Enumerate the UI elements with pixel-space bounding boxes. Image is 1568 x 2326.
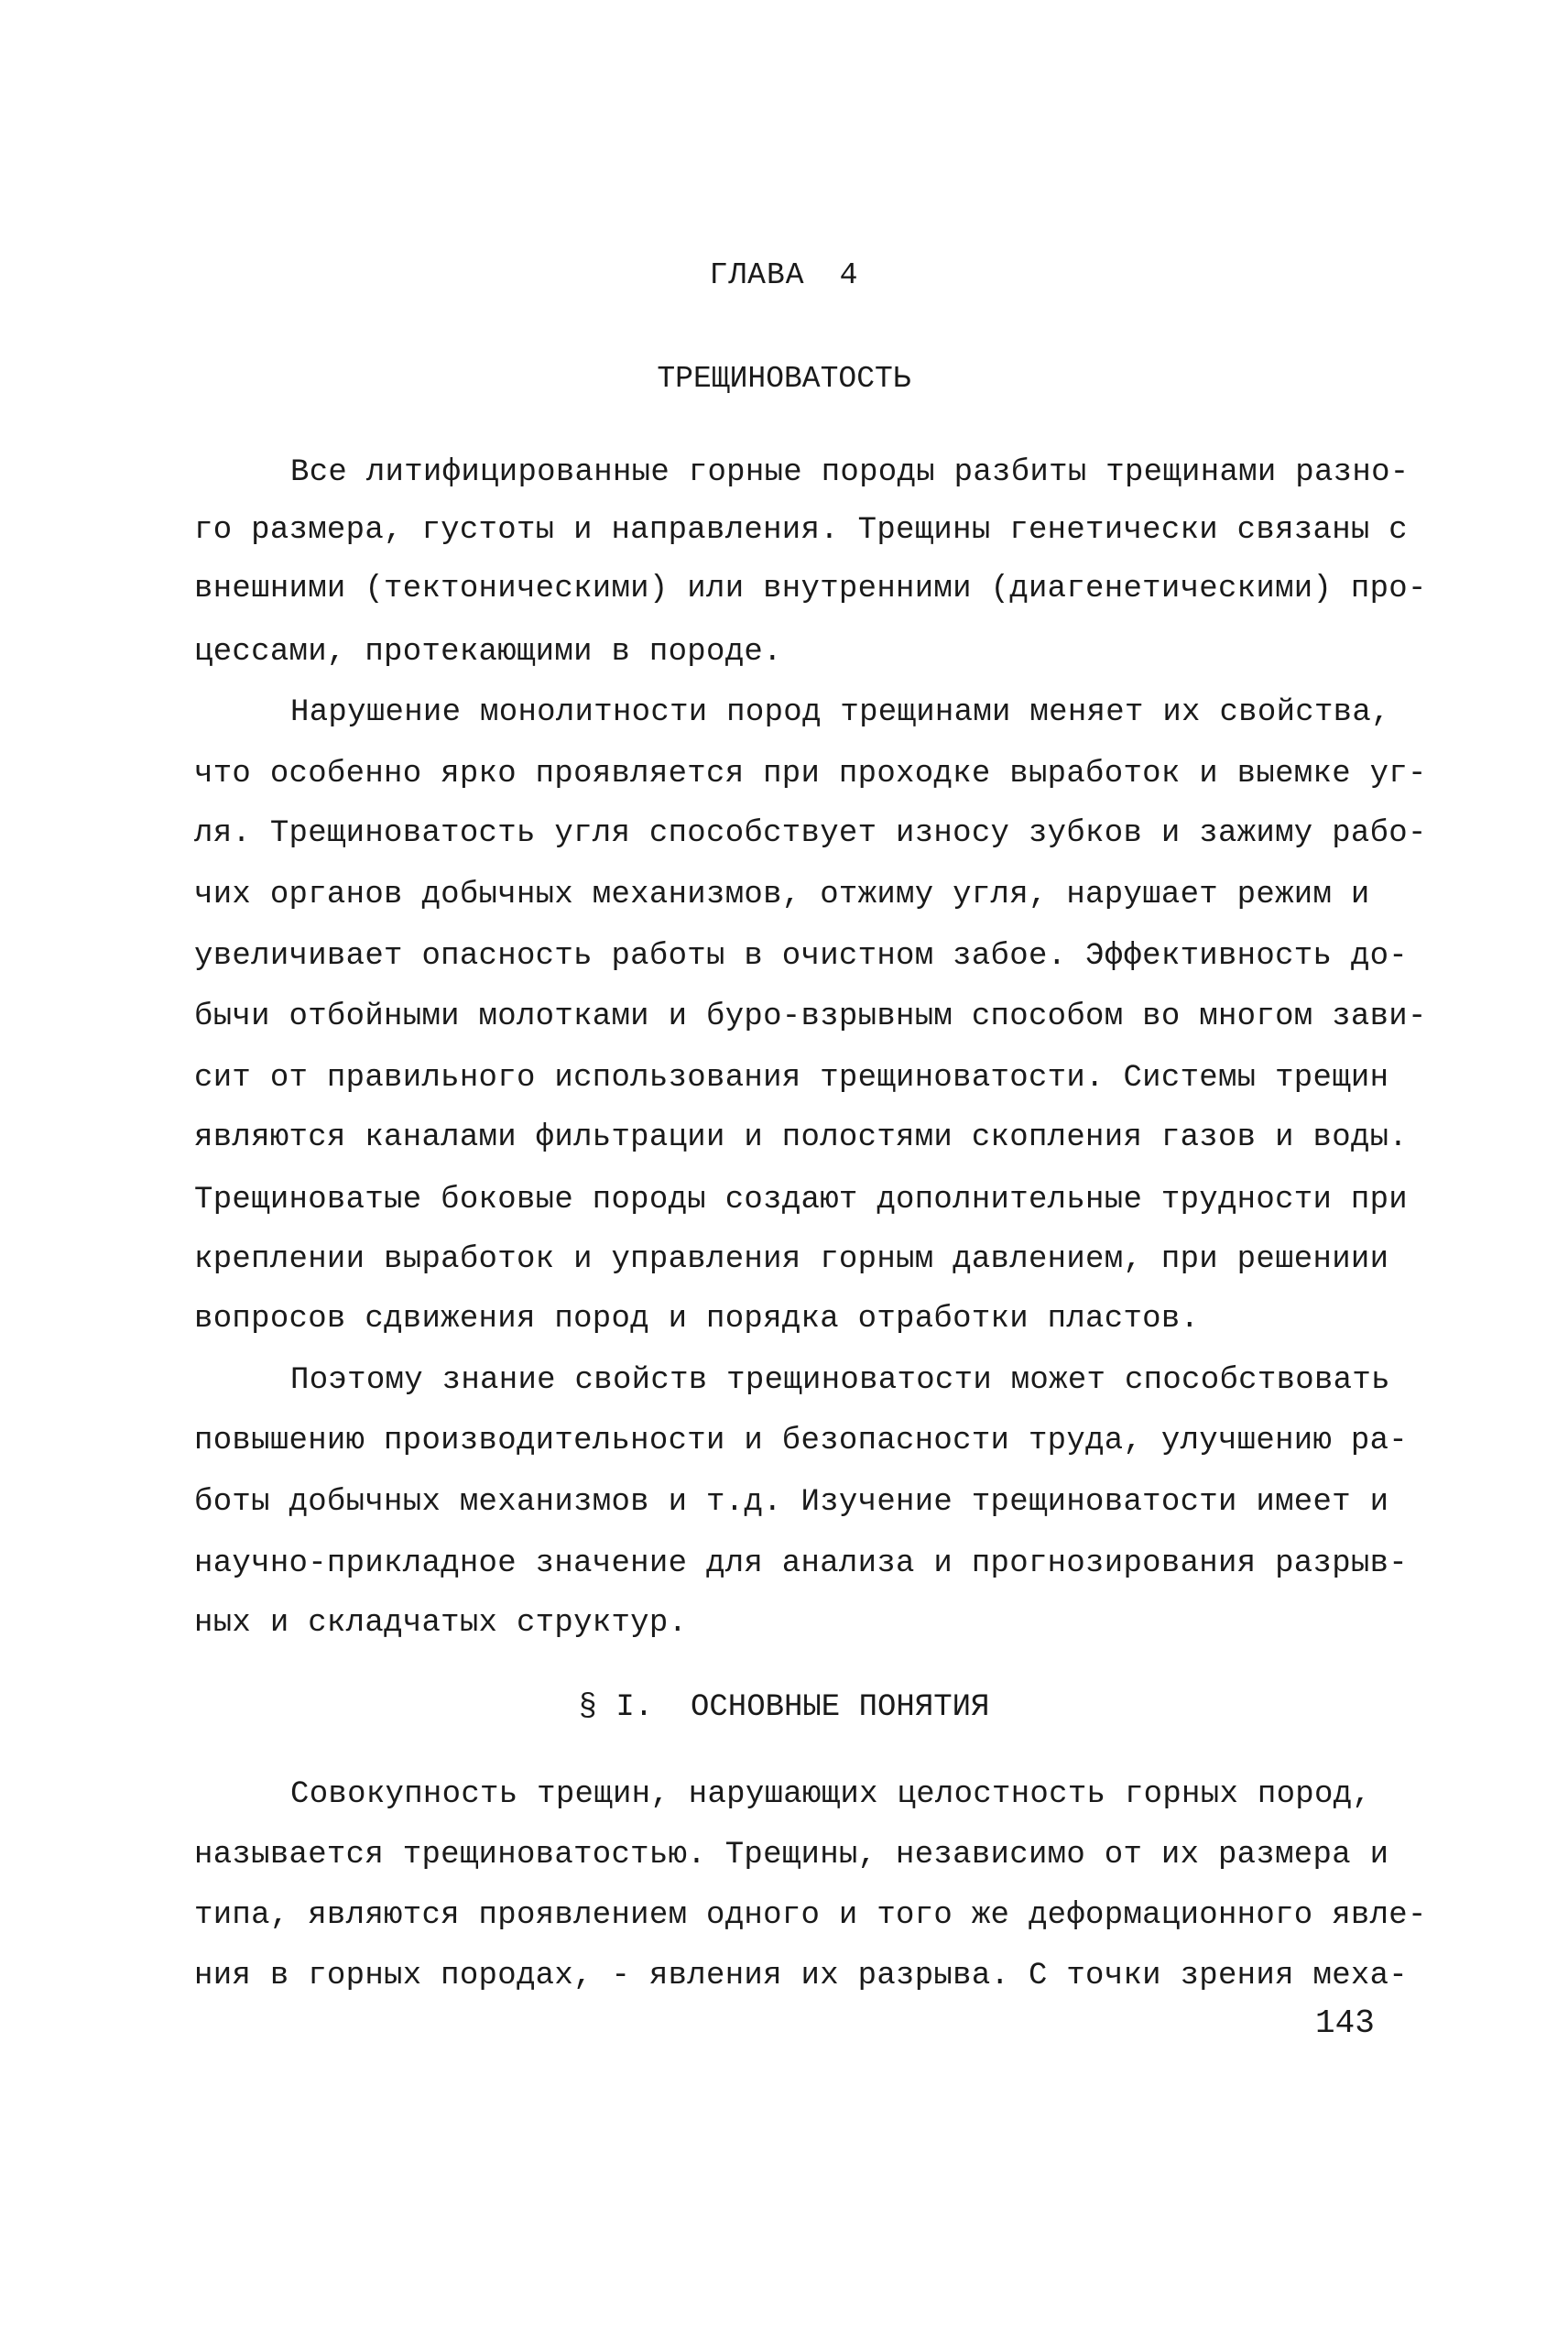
text-line: ля. Трещиноватость угля способствует износу зубков и зажиму рабо-: [194, 816, 1427, 851]
text-line: увеличивает опасность работы в очистном забое. Эффективность до-: [194, 939, 1409, 974]
text-line: креплении выработок и управления горным давлением, при решениии: [194, 1242, 1389, 1277]
section-title: ОСНОВНЫЕ ПОНЯТИЯ: [690, 1690, 990, 1725]
text-line: Все литифицированные горные породы разбиты трещинами разно-: [290, 455, 1410, 490]
text-line: внешними (тектоническими) или внутренними (диагенетическими) про-: [194, 572, 1427, 606]
text-line: го размера, густоты и направления. Трещины генетически связаны с: [194, 513, 1409, 548]
text-line: ния в горных породах, - явления их разрыва. С точки зрения меха-: [194, 1959, 1409, 1993]
chapter-number: 4: [839, 258, 859, 292]
text-line: сит от правильного использования трещиноватости. Системы трещин: [194, 1061, 1389, 1096]
text-line: бычи отбойными молотками и буро-взрывным способом во многом зави-: [194, 999, 1427, 1034]
text-line: боты добычных механизмов и т.д. Изучение трещиноватости имеет и: [194, 1485, 1389, 1520]
text-line: чих органов добычных механизмов, отжиму угля, нарушает режим и: [194, 878, 1370, 912]
text-line: научно-прикладное значение для анализа и прогнозирования разрыв-: [194, 1546, 1409, 1581]
text-line: повышению производительности и безопасности труда, улучшению ра-: [194, 1424, 1409, 1458]
text-line: вопросов сдвижения пород и порядка отработки пластов.: [194, 1302, 1200, 1337]
chapter-heading: [0, 258, 1568, 292]
text-line: Трещиноватые боковые породы создают дополнительные трудности при: [194, 1183, 1409, 1218]
section-heading: [0, 1690, 1568, 1725]
text-line: Нарушение монолитности пород трещинами меняет их свойства,: [290, 695, 1390, 730]
section-symbol: §: [578, 1690, 597, 1725]
text-line: являются каналами фильтрации и полостями скопления газов и воды.: [194, 1120, 1409, 1155]
text-line: Совокупность трещин, нарушающих целостность горных пород,: [290, 1777, 1372, 1812]
text-line: Поэтому знание свойств трещиноватости может способствовать: [290, 1363, 1390, 1398]
text-line: цессами, протекающими в породе.: [194, 635, 782, 670]
text-line: ных и складчатых структур.: [194, 1606, 688, 1641]
text-line: типа, являются проявлением одного и того же деформационного явле-: [194, 1898, 1427, 1933]
page-number: 143: [1315, 2004, 1375, 2042]
chapter-title: ТРЕЩИНОВАТОСТЬ: [657, 362, 911, 396]
chapter-label: ГЛАВА: [709, 258, 805, 292]
section-number: I.: [615, 1690, 654, 1725]
text-line: что особенно ярко проявляется при проходке выработок и выемке уг-: [194, 757, 1427, 792]
text-line: называется трещиноватостью. Трещины, независимо от их размера и: [194, 1838, 1389, 1873]
